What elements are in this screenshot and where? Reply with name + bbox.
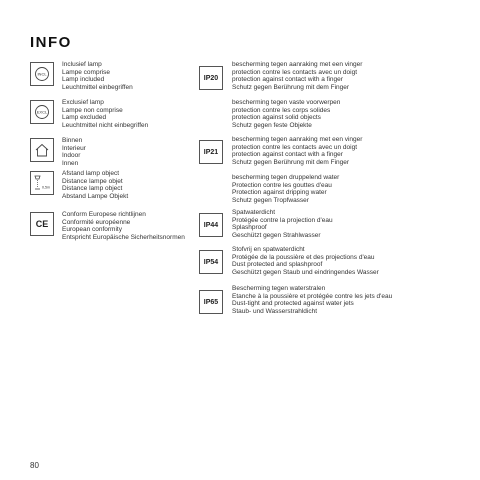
ipx1-dripping-water-text (232, 174, 432, 204)
text-line: Lampe comprise (62, 68, 111, 76)
ip65-badge: IP65 (199, 290, 223, 314)
text-line: protection against contact with a finger (232, 76, 343, 84)
text-line: Geschützt gegen Strahlwasser (232, 231, 321, 239)
text-line: bescherming tegen aanraking met een vinger (232, 136, 363, 143)
distance-icon-label: 0,5m (42, 185, 50, 190)
ip20-badge: IP20 (199, 66, 223, 90)
text-line: Entspricht Europäische Sicherheitsnormen (62, 233, 185, 241)
text-line: Afstand lamp object (62, 170, 120, 177)
ce-mark-icon (30, 212, 54, 236)
lamp-excluded-text (62, 99, 237, 129)
lamp-included-icon (30, 62, 54, 86)
text-line: Protection against dripping water (232, 189, 327, 197)
text-line: bescherming tegen aanraking met een vinger (232, 61, 363, 68)
text-line: Dust-tight and protected against water jets (232, 300, 354, 308)
text-line: European conformity (62, 226, 122, 234)
ip65-text (232, 285, 432, 315)
text-line: Dust protected and splashproof (232, 261, 323, 269)
text-line: Conform Europese richtlijnen (62, 211, 146, 218)
text-line: bescherming tegen druppelend water (232, 174, 340, 181)
distance-lamp-object-icon (30, 171, 54, 195)
text-line: Binnen (62, 137, 83, 144)
text-line: Schutz gegen feste Objekte (232, 121, 312, 129)
text-line: Schutz gegen Berührung mit dem Finger (232, 158, 350, 166)
text-line: protection contre les corps solides (232, 106, 331, 114)
text-line: Lamp excluded (62, 114, 107, 122)
text-line: bescherming tegen vaste voorwerpen (232, 99, 341, 106)
ip44-text (232, 209, 432, 239)
ip54-badge: IP54 (199, 250, 223, 274)
text-line: Distance lamp object (62, 185, 123, 193)
lamp-excluded-icon-label: EXCL (36, 109, 48, 115)
text-line: Spatwaterdicht (232, 209, 275, 216)
ip21-badge: IP21 (199, 140, 223, 164)
text-line: Bescherming tegen waterstralen (232, 285, 326, 292)
text-line: Exclusief lamp (62, 99, 104, 106)
text-line: protection contre les contacts avec un doigt (232, 68, 358, 76)
text-line: Etanche à la poussière et protégée contre les jets d'eau (232, 292, 393, 300)
text-line: protection against solid objects (232, 114, 321, 122)
text-line: Lamp included (62, 76, 105, 84)
text-line: Geschützt gegen Staub und eindringendes Wasser (232, 268, 379, 276)
text-line: Indoor (62, 152, 81, 160)
house-icon (30, 138, 54, 162)
text-line: Abstand Lampe Objekt (62, 192, 129, 200)
text-line: Conformité européenne (62, 218, 131, 226)
text-line: Staub- und Wasserstrahldicht (232, 307, 318, 315)
lamp-included-icon-label: INCL (37, 71, 47, 77)
text-line: Leuchtmittel einbegriffen (62, 83, 133, 91)
text-line: Protection contre les gouttes d'eau (232, 181, 332, 189)
text-line: Schutz gegen Berührung mit dem Finger (232, 83, 350, 91)
text-line: protection against contact with a finger (232, 151, 343, 159)
ip54-text (232, 246, 432, 276)
page-number: 80 (30, 461, 39, 470)
text-line: Inclusief lamp (62, 61, 102, 68)
text-line: Lampe non comprise (62, 106, 123, 114)
distance-text (62, 170, 237, 200)
text-line: Schutz gegen Tropfwasser (232, 196, 309, 204)
lamp-excluded-icon (30, 100, 54, 124)
text-line: Leuchtmittel nicht einbegriffen (62, 121, 149, 129)
text-line: Innen (62, 159, 79, 167)
text-line: protection contre les contacts avec un doigt (232, 143, 358, 151)
ip20-text (232, 61, 432, 91)
ce-mark-label: CE (35, 219, 49, 229)
page-title: INFO (30, 34, 72, 51)
ip44-badge: IP44 (199, 213, 223, 237)
text-line: Protégée contre la projection d'eau (232, 216, 333, 224)
text-line: Protégée de la poussière et des projections d'eau (232, 253, 375, 261)
text-line: Stofvrij en spatwaterdicht (232, 246, 305, 253)
text-line: Splashproof (232, 224, 267, 232)
ip21-text (232, 136, 432, 166)
ip2x-solid-objects-text (232, 99, 432, 129)
text-line: Interieur (62, 144, 86, 152)
text-line: Distance lampe objet (62, 177, 123, 185)
